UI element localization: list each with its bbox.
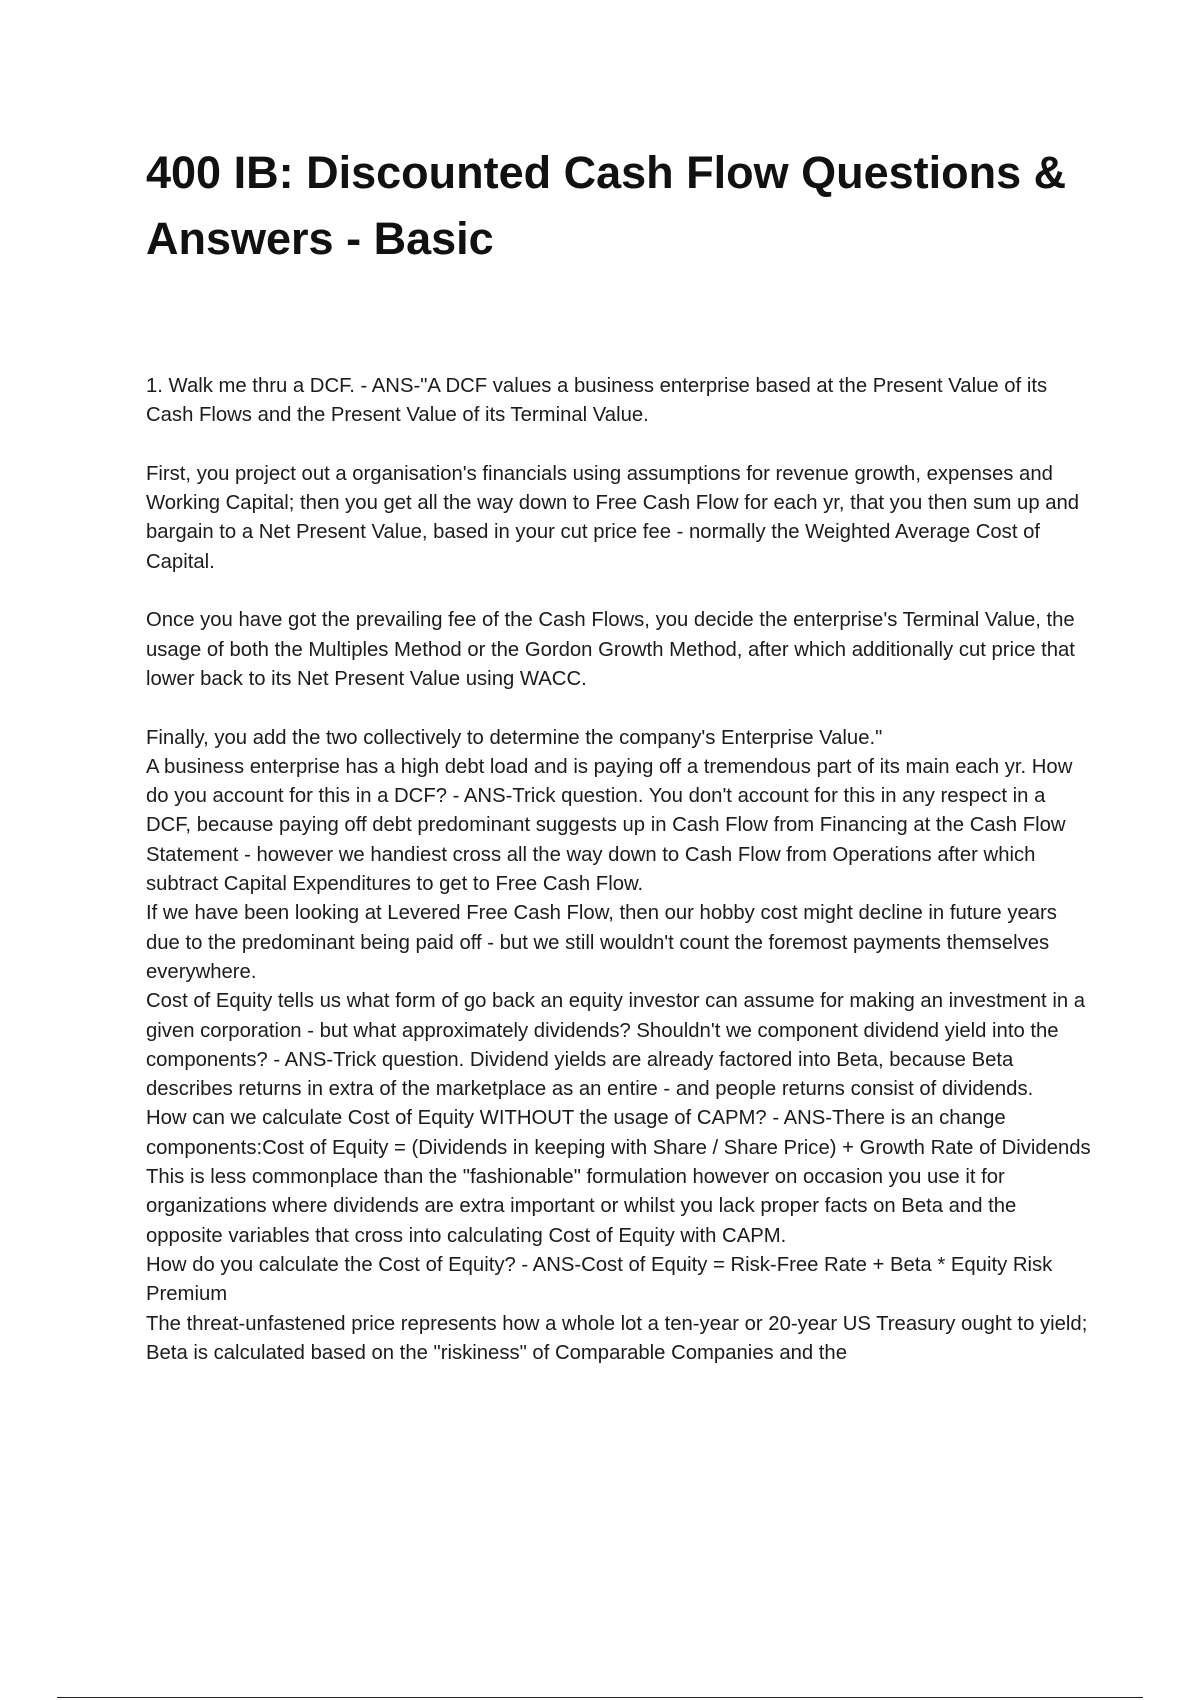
paragraph-risk-free-rate: The threat-unfastened price represents how a whole lot a ten-year or 20-year US Treasury ought to yield; Beta is calculated based on the "riskiness" of Comparable Companies and the <box>146 1312 1088 1364</box>
paragraph-dcf-projection: First, you project out a organisation's financials using assumptions for revenue growth, expenses and Working Capital; then you get all the way down to Free Cash Flow for each yr, that you then sum up and bargain to a Net Present Value, based in your cut price fee - normally the Weighted Average Cost of Capital. <box>146 462 1080 573</box>
document-body <box>146 372 1096 1368</box>
paragraph-formula-note: This is less commonplace than the "fashionable" formulation however on occasion you use it for organizations where dividends are extra important or whilst you lack proper facts on Beta and the opposite variables that cross into calculating Cost of Equity with CAPM. <box>146 1166 1017 1247</box>
paragraph-capm-question: How do you calculate the Cost of Equity? - ANS-Cost of Equity = Risk-Free Rate + Beta * Equity Risk Premium <box>146 1253 1053 1306</box>
document-title: 400 IB: Discounted Cash Flow Questions & Answers - Basic <box>146 147 1067 264</box>
paragraph-dcf-intro: 1. Walk me thru a DCF. - ANS-"A DCF values a business enterprise based at the Present Value of its Cash Flows and the Present Value of its Terminal Value. <box>146 375 1048 427</box>
paragraph-enterprise-value: Finally, you add the two collectively to determine the company's Enterprise Value." <box>146 726 883 749</box>
page-bottom-divider <box>57 1697 1143 1698</box>
paragraph-cost-of-equity-alt: How can we calculate Cost of Equity WITHOUT the usage of CAPM? - ANS-There is an change components:Cost of Equity = (Dividends in keeping with Share / Share Price) + Growth Rate of Dividends <box>146 1107 1091 1159</box>
paragraph-debt-load-question: A business enterprise has a high debt load and is paying off a tremendous part of its main each yr. How do you account for this in a DCF? - ANS-Trick question. You don't account for this in any respect in a DCF, because paying off debt predominant suggests up in Cash Flow from Financing at the Cash Flow Statement - however we handiest cross all the way down to Cash Flow from Operations after which subtract Capital Expenditures to get to Free Cash Flow. <box>146 755 1073 896</box>
paragraph-dividends-question: Cost of Equity tells us what form of go back an equity investor can assume for making an investment in a given corporation - but what approximately dividends? Shouldn't we component dividend yield into the components? - ANS-Trick question. Dividend yields are already factored into Beta, because Beta describes returns in extra of the marketplace as an entire - and people returns consist of dividends. <box>146 990 1086 1101</box>
paragraph-levered-fcf: If we have been looking at Levered Free Cash Flow, then our hobby cost might decline in future years due to the predominant being paid off - but we still wouldn't count the foremost payments themselves everywhere. <box>146 902 1057 983</box>
paragraph-terminal-value: Once you have got the prevailing fee of the Cash Flows, you decide the enterprise's Terminal Value, the usage of both the Multiples Method or the Gordon Growth Method, after which additionally cut price that lower back to its Net Present Value using WACC. <box>146 609 1075 690</box>
